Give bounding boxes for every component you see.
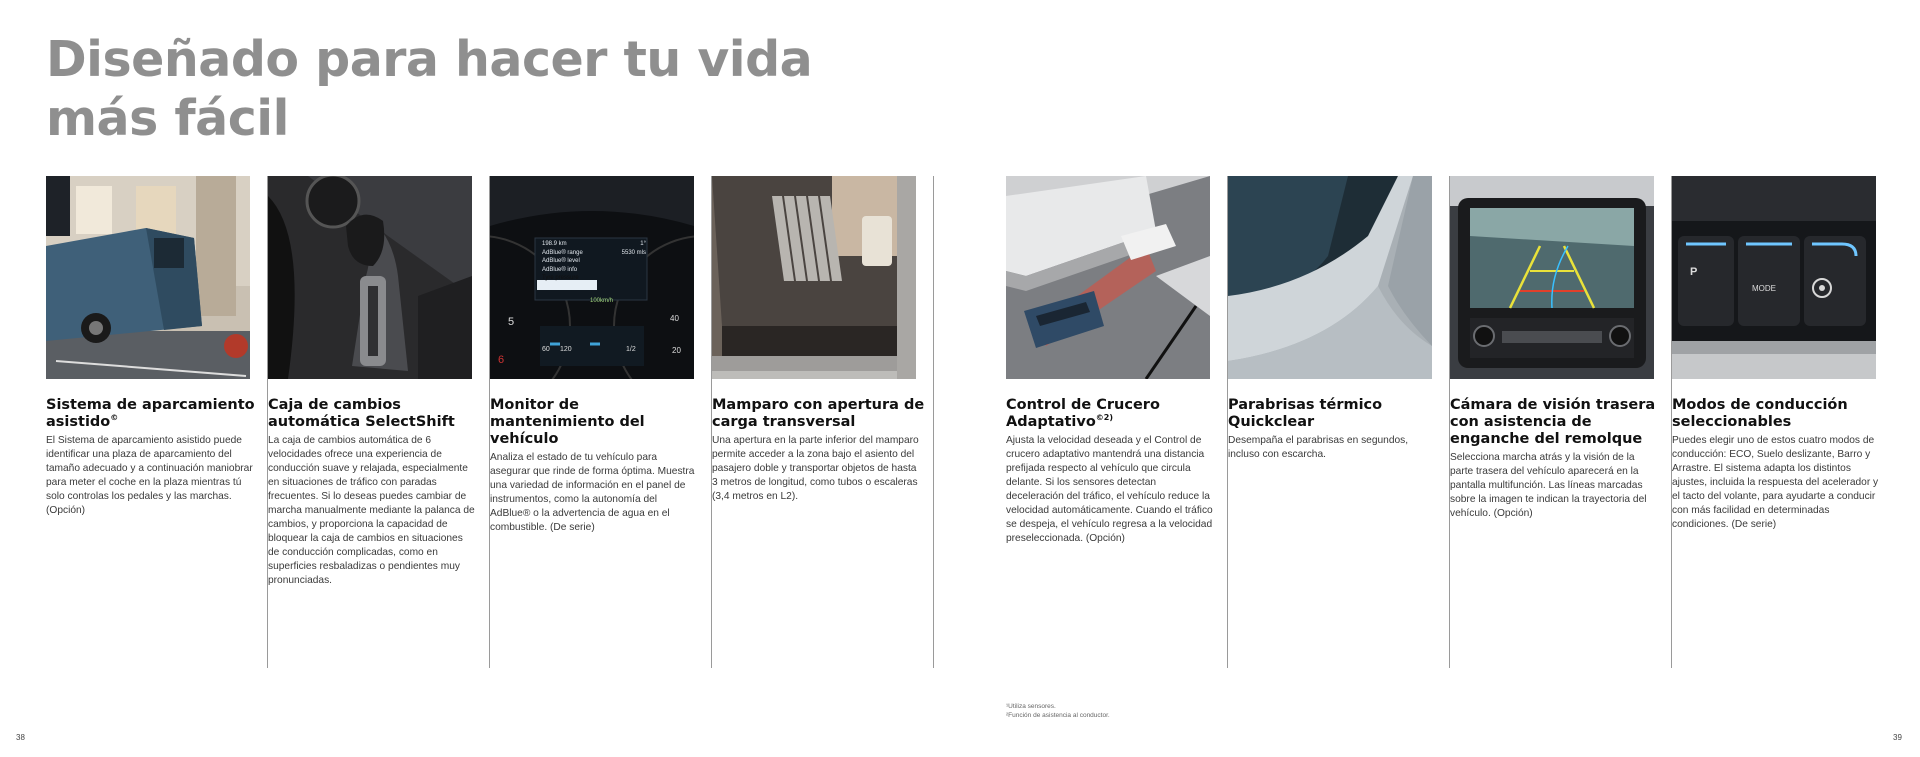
feature-heading: Monitor de mantenimiento del vehículo bbox=[490, 397, 645, 447]
rear-camera-photo bbox=[1450, 176, 1654, 379]
feature-card-camera bbox=[1450, 176, 1672, 668]
park-button-label: P bbox=[1690, 266, 1698, 278]
footnote: ²Función de asistencia al conductor. bbox=[1006, 712, 1110, 719]
dash-number: 1/2 bbox=[626, 346, 636, 353]
instrument-cluster-photo bbox=[490, 176, 694, 379]
dash-speed: 100km/h bbox=[590, 298, 614, 304]
van-parking-photo bbox=[46, 176, 250, 379]
feature-card-drive-modes bbox=[1672, 176, 1894, 668]
feature-card-bulkhead bbox=[712, 176, 934, 668]
dash-adblue-level: AdBlue® level bbox=[542, 258, 580, 264]
heated-windscreen-photo bbox=[1228, 176, 1432, 379]
page-number-right: 39 bbox=[1893, 733, 1902, 742]
feature-heading: Modos de conducción seleccionables bbox=[1672, 397, 1848, 430]
dash-temp: 1° bbox=[640, 241, 646, 247]
feature-description: Una apertura en la parte inferior del mamparo permite acceder a la zona bajo el asiento del pasajero doble y transportar objetos de hasta 3 metros de longitud, como tubos o escaleras (3,4 metros en L2). bbox=[712, 435, 919, 502]
feature-description: El Sistema de aparcamiento asistido puede identificar una plaza de aparcamiento del tamaño adecuado y a continuación maniobrar para meter el coche en la plaza mientras tú solo controlas los pedales y las marchas. (Opción) bbox=[46, 435, 253, 516]
dash-number: 40 bbox=[670, 314, 679, 323]
feature-description: La caja de cambios automática de 6 velocidades ofrece una experiencia de conducción suave y relajada, especialmente en situaciones de tráfico con paradas frecuentes. Si lo deseas puedes cambiar de marcha manualmente mediante la palanca de cambios, y proporciona la capacidad de bloquear la caja de cambios en situaciones de conducción complicadas, como en superficies resbaladizas o pendientes muy pronunciadas. bbox=[268, 435, 475, 586]
dash-adblue-value: 5530 mls bbox=[621, 249, 646, 256]
feature-card-cruise bbox=[1006, 176, 1228, 668]
feature-description: Desempaña el parabrisas en segundos, incluso con escarcha. bbox=[1228, 435, 1409, 460]
feature-heading: Mamparo con apertura de carga transversal bbox=[712, 397, 925, 430]
feature-heading: Cámara de visión trasera con asistencia de enganche del remolque bbox=[1450, 397, 1656, 447]
dash-tyre: Tyre pressure bbox=[542, 275, 579, 281]
dash-adblue-range: AdBlue® range bbox=[542, 249, 583, 256]
feature-heading: Sistema de aparcamiento asistido© bbox=[46, 397, 255, 430]
dash-range: 198.9 km bbox=[542, 241, 567, 247]
adaptive-cruise-photo bbox=[1006, 176, 1210, 379]
feature-description: Selecciona marcha atrás y la visión de la parte trasera del vehículo aparecerá en la pantalla multifunción. Las líneas marcadas sobre la imagen te indican la trayectoria del vehículo. (Opción) bbox=[1450, 452, 1647, 519]
dash-number: 60 bbox=[542, 346, 550, 353]
feature-description: Puedes elegir uno de estos cuatro modos de conducción: ECO, Suelo deslizante, Barro y Arrastre. El sistema adapta los distintos ajustes, incluida la respuesta del acelerador y el tacto del volante, para ayudarte a conducir con más facilidad en determinadas condiciones. (De serie) bbox=[1672, 435, 1879, 530]
dash-number: 20 bbox=[672, 346, 681, 355]
dash-number: 5 bbox=[508, 316, 515, 328]
feature-heading: Control de Crucero Adaptativo$^{©2)}$ bbox=[1006, 397, 1160, 430]
feature-card-gearbox bbox=[268, 176, 490, 668]
feature-card-windscreen bbox=[1228, 176, 1450, 668]
page-number-left: 38 bbox=[16, 733, 25, 742]
cargo-bulkhead-photo bbox=[712, 176, 916, 379]
dash-number: 6 bbox=[498, 354, 505, 366]
feature-heading: Caja de cambios automática SelectShift bbox=[268, 397, 455, 430]
feature-card-maintenance bbox=[490, 176, 712, 668]
feature-description: Ajusta la velocidad deseada y el Control de crucero adaptativo mantendrá una distancia prefijada respecto al vehículo que circula delante. Si los sensores detectan deceleración del tráfico, el vehículo reduce la velocidad automáticamente. Cuando el tráfico se despeja, el vehículo regresa a la velocidad preseleccionada. (Opción) bbox=[1006, 435, 1213, 544]
feature-card-parking bbox=[46, 176, 268, 668]
feature-description: Analiza el estado de tu vehículo para asegurar que rinde de forma óptima. Muestra una variedad de información en el panel de instrumentos, como la autonomía del AdBlue® o la advertencia de agua en el combustible. (De serie) bbox=[490, 452, 695, 533]
drive-modes-photo bbox=[1672, 176, 1876, 379]
mode-button-label: MODE bbox=[1752, 284, 1776, 293]
dash-adblue-info: AdBlue® info bbox=[542, 266, 578, 273]
dash-number: 120 bbox=[560, 346, 572, 353]
footnotes bbox=[1006, 702, 1110, 720]
page-title: Diseñado para hacer tu vida más fácil bbox=[46, 31, 813, 147]
feature-heading: Parabrisas térmico Quickclear bbox=[1228, 397, 1383, 430]
footnote: ¹Utiliza sensores. bbox=[1006, 703, 1056, 710]
gear-selector-photo bbox=[268, 176, 472, 379]
